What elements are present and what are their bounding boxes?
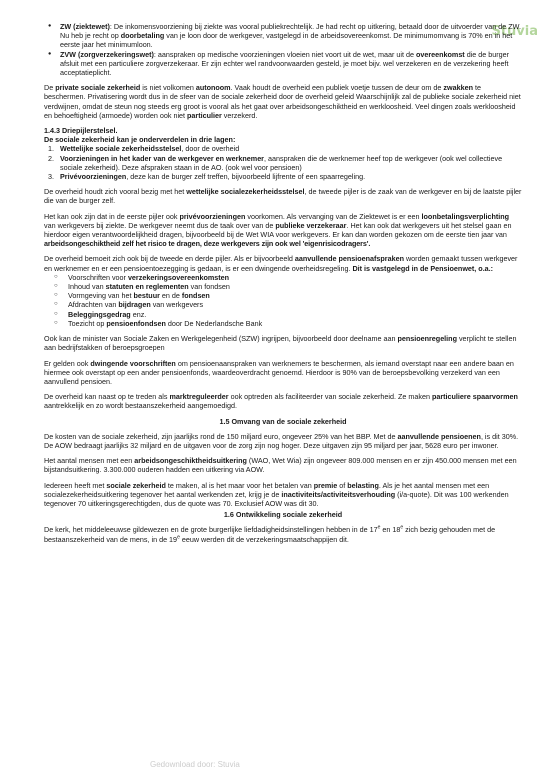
list-item: ● ZVW (zorgverzekeringswet): aanspraken op medische voorzieningen vloeien niet voort uit de wet, maar uit de overeenkomst die de burger afsluit met een particuliere zorgverzekeraar. Er zijn echter wel randvoorwaarden gesteld, je moet bijv. wel verzekeren en de verzekering heeft acceptatieplicht. xyxy=(44,50,522,78)
paragraph-mandatory-rules: Er gelden ook dwingende voorschriften om pensioenaanspraken van werknemers te beschermen, als iemand overstapt naar een andere baan en hiermee ook overstapt op een ander pensioenfonds, waardeoverdracht genoemd. Hierdoor is 90% van de beroepsbevolking verzekerd van een aanvullend pensioen. xyxy=(44,358,514,386)
list-item: 3. Privévoorzieningen, deze kan de burger zelf treffen, bijvoorbeeld lijfrente of een spaarregeling. xyxy=(48,172,366,182)
paragraph-first-pillar: Het kan ook zijn dat in de eerste pijler ook privévoorzieningen voorkomen. Als vervanging van de Ziektewet is er een loonbetalingsverplichting van werkgevers bij ziekte. De werkgever neemt dus de taak over van de publieke verzekeraar. Het kan ook dat werkgevers uit het stelsel gaan en hierdoor eigen verantwoordelijkheid dragen, bijvoorbeeld bij de Wet WIA voor werkgevers. Er kan dan worden gekozen om de eerste tien jaar van arbeidsongeschiktheid zelf het risico te dragen, deze werkgevers zijn ook wel 'eigenrisicodragers'. xyxy=(44,211,512,249)
list-item: ○ Toezicht op pensioenfondsen door De Nederlandsche Bank xyxy=(44,319,522,328)
section-heading-15: 1.5 Omvang van de sociale zekerheid xyxy=(219,416,347,426)
list-item: ● ZW (ziektewet): De inkomensvoorziening bij ziekte was vooral publiekrechtelijk. Je had recht op uitkering, betaald door de uitvoerder van de ZW. Nu heb je recht op doorbetaling van je loon door de werkgever, vastgelegd in de arbeidsovereenkomst. De minimumomvang is 70% en in het eerste jaar het minimumloon. xyxy=(44,22,522,50)
law-bullet-list xyxy=(44,22,522,77)
list-item: 1. Wettelijke sociale zekerheidsstelsel, door de overheid xyxy=(48,144,240,154)
document-page xyxy=(44,22,522,550)
pillar-list xyxy=(44,144,522,181)
paragraph-pension-law: De overheid bemoeit zich ook bij de tweede en derde pijler. Als er bijvoorbeeld aanvullende pensioenafspraken worden gemaakt tussen werkgever en werknemer en er een pensioentoezegging is gedaan, is er een dwingende overheidsregeling. Dit is vastgelegd in de Pensioenwet, o.a.: xyxy=(44,254,518,273)
stuvia-watermark: Stuvia xyxy=(491,24,538,39)
list-item: ○ Vormgeving van het bestuur en de fondsen xyxy=(44,291,522,300)
paragraph-ia-quote: Iedereen heeft met sociale zekerheid te maken, al is het maar voor het betalen van premie of belasting. Als je het aantal mensen met een socialezekerheidsuitkering tegenover het aantal werkenden zet, krijg je de inactiviteits/activiteitsverhouding (i/a-quote). Dit was 100 werkenden tegenover 70 uitkeringsgerechtigden, dus de quote was 70. Exclusief AOW was dit 30. xyxy=(44,480,509,508)
pension-law-list xyxy=(44,273,522,328)
list-item: 2. Voorzieningen in het kader van de werkgever en werknemer, aanspraken die de werknemer heef top de werkgever (ook wel collectieve sociale zekerheid). Deze afspraken staan in de AO. (ook wel voor pensioen) xyxy=(48,153,503,172)
list-item: ○ Beleggingsgedrag enz. xyxy=(44,310,522,319)
paragraph-costs: De kosten van de sociale zekerheid, zijn jaarlijks rond de 150 miljard euro, ongeveer 25% van het BBP. Met de aanvullende pensioenen, is dit 30%. De AOW bedraagt jaarlijks 32 miljard en de uitgaven voor de zorg zijn nog hoger. Deze uitgaven zijn 95 miljard per jaar, 5628 euro per inwoner. xyxy=(44,431,519,450)
paragraph-government-role: De overheid houdt zich vooral bezig met het wettelijke socialezekerheidsstelsel, de tweede pijler is de zaak van de werkgever en bij de laatste pijler die van de burger zelf. xyxy=(44,187,522,206)
list-item: ○ Afdrachten van bijdragen van werkgevers xyxy=(44,300,522,309)
section-subheading: De sociale zekerheid kan je onderverdelen in drie lagen: xyxy=(44,135,236,145)
footer-watermark: Gedownload door: Stuvia xyxy=(150,760,240,769)
paragraph-history: De kerk, het middeleeuwse gildewezen en de grote burgerlijke liefdadigheidsinstellingen hebben in de 17e en 18e zich bezig gehouden met de bestaanszekerheid van de mens, in de 19e eeuw werden dit de verzekeringsmaatschappijen dit. xyxy=(44,524,496,544)
section-heading-16: 1.6 Ontwikkeling sociale zekerheid xyxy=(223,510,343,520)
paragraph-minister: Ook kan de minister van Sociale Zaken en Werkgelegenheid (SZW) ingrijpen, bijvoorbeeld door deelname aan pensioenregeling verplicht te stellen aan bedrijfstakken of beroepsgroepen xyxy=(44,334,517,353)
paragraph-market-regulator: De overheid kan naast op te treden als marktreguleerder ook optreden als faciliteerder van sociale zekerheid. Ze maken particuliere spaarvormen aantrekkelijk en zo wordt bestaanszekerheid aangemoedigd. xyxy=(44,392,518,411)
section-heading-143: 1.4.3 Driepijlerstelsel. xyxy=(44,126,118,136)
list-item: ○ Voorschriften voor verzekeringsovereenkomsten xyxy=(44,273,522,282)
paragraph-recipients: Het aantal mensen met een arbeidsongeschiktheidsuitkering (WAO, Wet Wia) zijn ongeveer 809.000 mensen en er zijn 450.000 mensen met een bijstandsuitkering. 3.300.000 ouderen hadden een uitkering via AOW. xyxy=(44,456,517,475)
list-item: ○ Inhoud van statuten en reglementen van fondsen xyxy=(44,282,522,291)
paragraph-private-security: De private sociale zekerheid is niet volkomen autonoom. Vaak houdt de overheid een publiek voetje tussen de deur om de zwakken te beschermen. Privatisering wordt dus in de sfeer van de sociale zekerheid door de overheid geleid Waarschijnlijk zal de publieke sociale zekerheid niet verdwijnen, omdat de steun nog steeds erg groot is vooral als het gaat over arbeidsongeschiktheid en werkloosheid. Veel dingen zoals werkloosheid en behoeftigheid (armoede) worden ook niet particulier verzekerd. xyxy=(44,83,521,120)
